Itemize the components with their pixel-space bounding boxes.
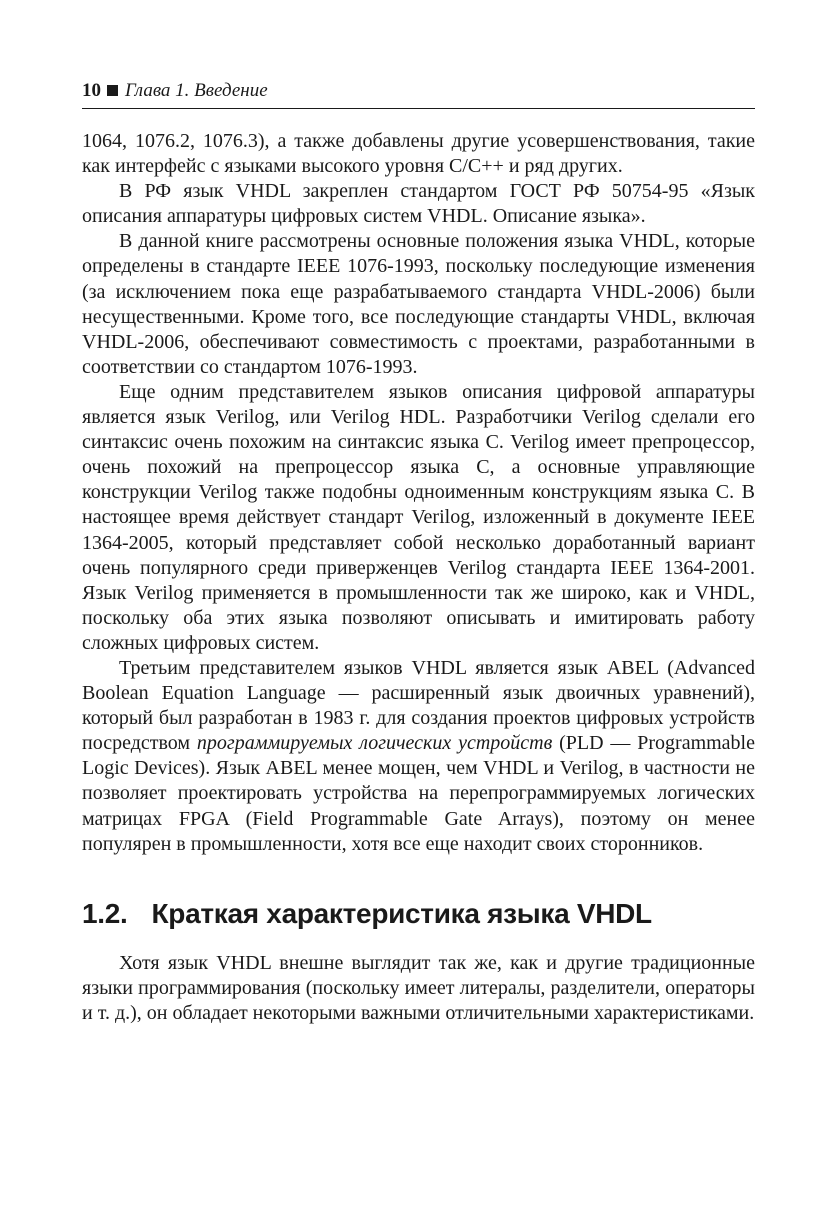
running-head xyxy=(82,78,755,109)
paragraph-section-intro: Хотя язык VHDL внешне выглядит так же, как и другие традиционные языки программирования (поскольку имеет литералы, разделители, операторы и т. д.), он обладает некоторыми важными отличительными характеристиками. xyxy=(82,951,755,1024)
section-heading xyxy=(82,897,755,931)
abel-text-start: Третьим представителем языков VHDL является язык ABEL (Advanced Boolean Equation Language — расширенный язык двоичных уравнений), который был разработан в 1983 г. для создания проектов цифровых устройств посредством xyxy=(82,656,755,755)
paragraph-continued: 1064, 1076.2, 1076.3), а также добавлены другие усовершенствования, такие как интерфейс с языками высокого уровня C/C++ и ряд других. xyxy=(82,130,755,178)
paragraph-gost: В РФ язык VHDL закреплен стандартом ГОСТ РФ 50754-95 «Язык описания аппаратуры цифровых систем VHDL. Описание языка». xyxy=(82,180,755,228)
paragraph-verilog: Еще одним представителем языков описания цифровой аппаратуры является язык Verilog, или Verilog HDL. Разработчики Verilog сделали его синтаксис очень похожим на синтаксис языка C. Verilog имеет препроцессор, очень похожий на препроцессор языка C, а основные управляющие конструкции Verilog также подобны одноименным конструкциям языка C. В настоящее время действует стандарт Verilog, изложенный в документе IEEE 1364-2005, который представляет собой несколько доработанный вариант очень популярного среди приверженцев Verilog стандарта IEEE 1364-2001. Язык Verilog применяется в промышленности так же широко, как и VHDL, поскольку оба этих языка позволяют описывать и имитировать работу сложных цифровых систем. xyxy=(82,380,755,654)
book-page xyxy=(82,78,755,1026)
paragraph-abel xyxy=(82,656,755,857)
section-number: 1.2. xyxy=(82,897,128,929)
main-text xyxy=(82,129,755,857)
page-number: 10 xyxy=(82,80,101,101)
paragraph-ieee: В данной книге рассмотрены основные положения языка VHDL, которые определены в стандарте IEEE 1076-1993, поскольку последующие изменения (за исключением пока еще разрабатываемого стандарта VHDL-2006) были несущественными. Кроме того, все последующие стандарты VHDL, включая VHDL-2006, обеспечивают совместимость с проектами, разработанными в соответствии со стандартом 1076-1993. xyxy=(82,230,755,378)
abel-italic-term: программируемых логических устройств xyxy=(196,732,553,755)
section-text xyxy=(82,951,755,1026)
abel-text-end: (PLD — Programmable Logic Devices). Язык ABEL менее мощен, чем VHDL и Verilog, в частности не позволяет проектировать устройства на перепрограммируемых логических матрицах FPGA (Field Programmable Gate Arrays), поэтому он менее популярен в промышленности, хотя все еще находит своих сторонников. xyxy=(82,732,755,855)
black-square-icon xyxy=(107,85,118,96)
section-title: Краткая характеристика языка VHDL xyxy=(151,897,652,929)
chapter-label: Глава 1. Введение xyxy=(125,80,268,101)
